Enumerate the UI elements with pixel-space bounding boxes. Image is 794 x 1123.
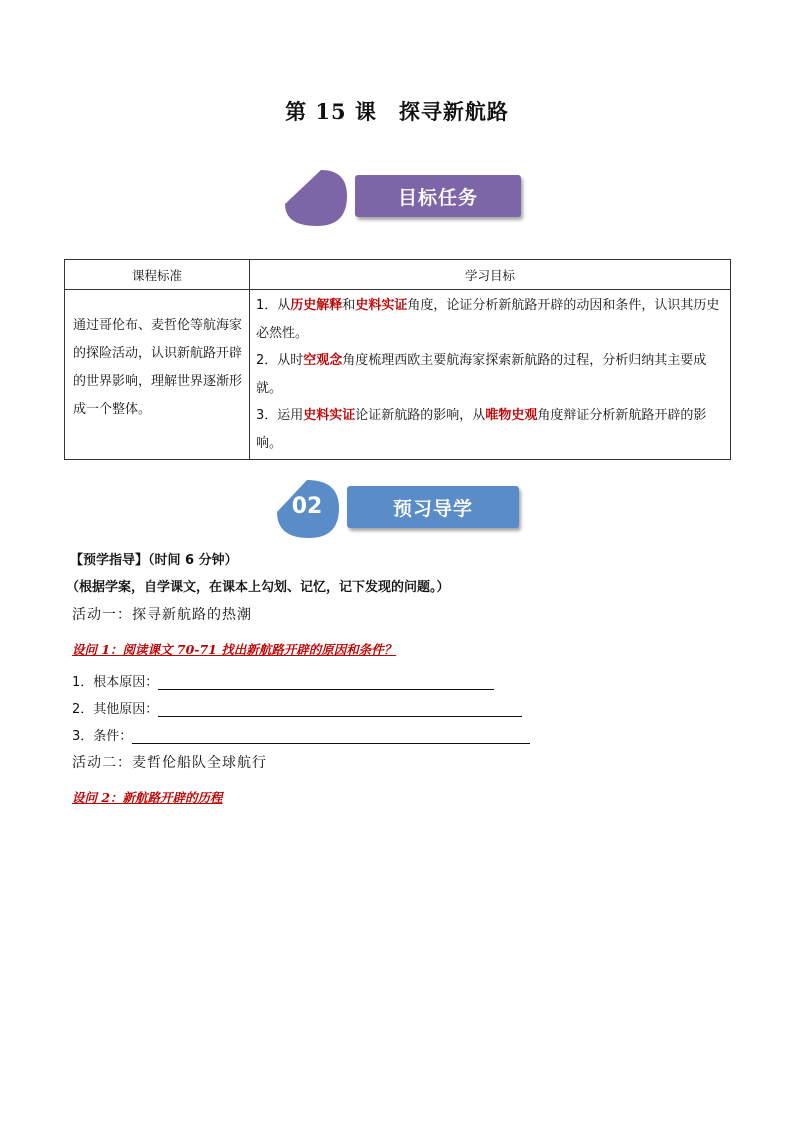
- goal-item: 3．运用史料实证论证新航路的影响，从唯物史观角度辩证分析新航路开辟的影响。: [256, 408, 707, 451]
- section-title-preview: 预习导学: [347, 486, 519, 528]
- key-competency: 史料实证: [355, 298, 408, 313]
- goal-item: 2．从时空观念角度梳理西欧主要航海家探索新航路的过程，分析归纳其主要成就。: [256, 353, 707, 396]
- curriculum-table: [64, 259, 731, 460]
- learning-goals: [250, 290, 731, 460]
- question-1: 设问 1：阅读课文 70-71 找出新航路开辟的原因和条件？: [72, 642, 397, 657]
- guide-instruction: （根据学案，自学课文，在课本上勾划、记忆，记下发现的问题。）: [66, 580, 450, 595]
- answer-blank[interactable]: [158, 702, 522, 717]
- section-title-goals: 目标任务: [355, 175, 521, 217]
- key-competency: 历史解释: [290, 298, 343, 313]
- header-goals: 学习目标: [250, 260, 731, 290]
- table-row: [65, 290, 731, 460]
- section-number: 02: [291, 494, 323, 519]
- key-competency: 史料实证: [303, 408, 356, 423]
- question-2: 设问 2：新航路开辟的历程: [72, 790, 223, 805]
- activity-2-title: 活动二：麦哲伦船队全球航行: [72, 755, 267, 771]
- guide-heading: 【预学指导】（时间 6 分钟）: [70, 553, 238, 568]
- section-banner-goals: [281, 166, 523, 228]
- section-badge-icon: [281, 166, 351, 228]
- section-banner-preview: [273, 478, 523, 540]
- lesson-number: 第 15 课: [285, 99, 377, 124]
- goal-item: 1．从历史解释和史料实证角度，论证分析新航路开辟的动因和条件，认识其历史必然性。: [256, 298, 720, 341]
- table-header-row: [65, 260, 731, 290]
- key-competency: 空观念: [303, 353, 343, 368]
- answer-blank[interactable]: [158, 675, 494, 690]
- answer-line-other-causes: 2．其他原因：: [72, 698, 522, 717]
- page-title: [0, 96, 794, 126]
- header-standard: 课程标准: [65, 260, 250, 290]
- key-competency: 唯物史观: [485, 408, 538, 423]
- answer-blank[interactable]: [132, 729, 530, 744]
- activity-1-title: 活动一：探寻新航路的热潮: [72, 607, 252, 623]
- lesson-name: 探寻新航路: [398, 99, 509, 124]
- answer-line-conditions: 3．条件：: [72, 725, 530, 744]
- curriculum-standard-text: 通过哥伦布、麦哲伦等航海家的探险活动，认识新航路开辟的世界影响，理解世界逐渐形成一个整体。: [65, 290, 250, 460]
- answer-line-root-cause: 1．根本原因：: [72, 671, 494, 690]
